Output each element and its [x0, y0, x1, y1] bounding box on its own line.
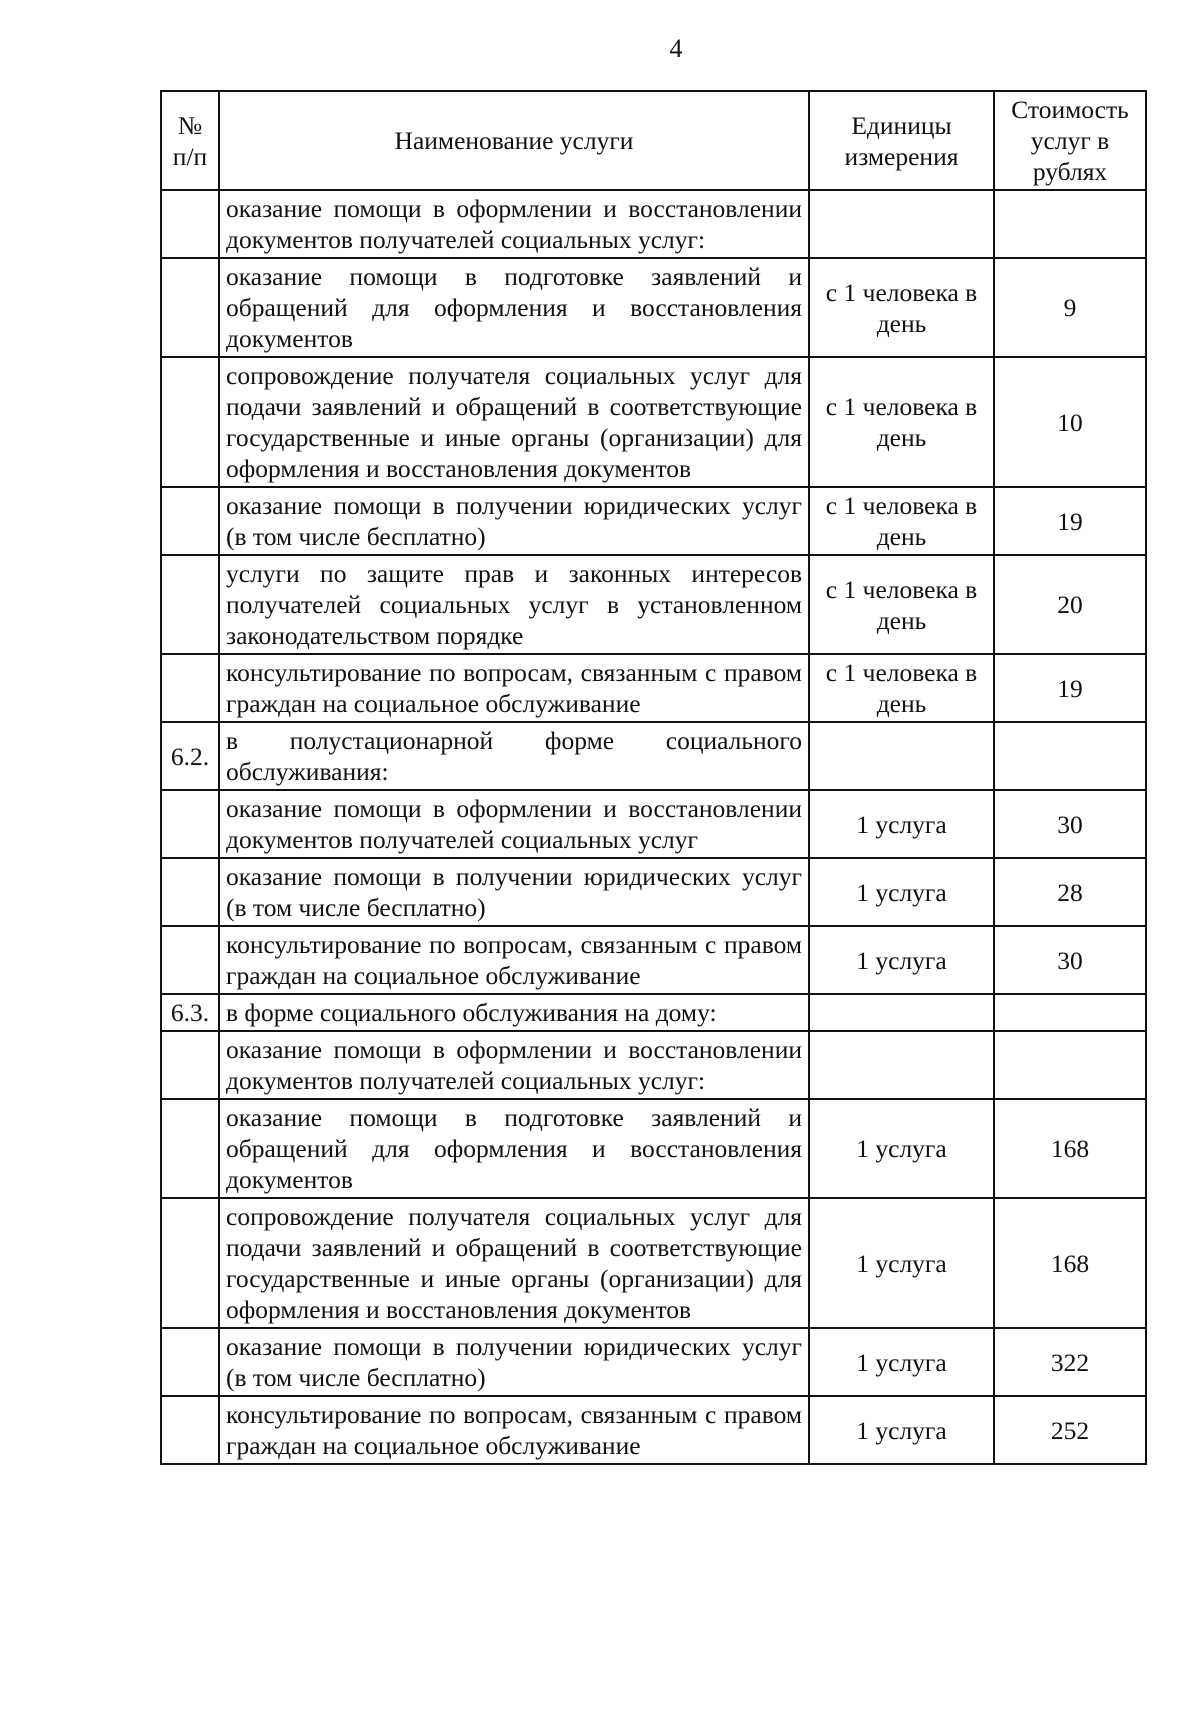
row-num-cell — [161, 357, 219, 487]
row-price-cell: 28 — [994, 858, 1146, 926]
row-service-name-cell: в полустационарной форме социального обслуживания: — [219, 722, 809, 790]
row-unit-cell: с 1 человека в день — [809, 654, 994, 722]
row-num-cell — [161, 1198, 219, 1328]
row-service-name-cell: консультирование по вопросам, связанным с правом граждан на социальное обслуживание — [219, 1396, 809, 1464]
row-price-cell — [994, 1031, 1146, 1099]
row-service-name-cell: оказание помощи в оформлении и восстановлении документов получателей социальных услуг: — [219, 190, 809, 258]
table-row — [161, 357, 1146, 487]
table-row — [161, 994, 1146, 1031]
row-price-cell: 168 — [994, 1099, 1146, 1198]
table-row — [161, 1328, 1146, 1396]
row-price-cell — [994, 190, 1146, 258]
row-service-name-cell: в форме социального обслуживания на дому: — [219, 994, 809, 1031]
table-row — [161, 258, 1146, 357]
row-num-cell — [161, 654, 219, 722]
row-unit-cell — [809, 722, 994, 790]
table-row — [161, 555, 1146, 654]
table-row — [161, 1099, 1146, 1198]
row-price-cell: 30 — [994, 790, 1146, 858]
table-row — [161, 1198, 1146, 1328]
row-service-name-cell: консультирование по вопросам, связанным с правом граждан на социальное обслуживание — [219, 654, 809, 722]
row-price-cell: 168 — [994, 1198, 1146, 1328]
row-service-name-cell: сопровождение получателя социальных услуг для подачи заявлений и обращений в соответствующие государственные и иные органы (организации) для оформления и восстановления документов — [219, 1198, 809, 1328]
row-unit-cell — [809, 994, 994, 1031]
row-unit-cell: с 1 человека в день — [809, 258, 994, 357]
header-price: Стоимость услуг в рублях — [994, 91, 1146, 190]
table-row — [161, 790, 1146, 858]
services-price-table — [160, 90, 1147, 1465]
row-unit-cell: с 1 человека в день — [809, 357, 994, 487]
row-num-cell — [161, 790, 219, 858]
table-row — [161, 858, 1146, 926]
row-num-cell — [161, 1328, 219, 1396]
table-row — [161, 926, 1146, 994]
row-price-cell — [994, 994, 1146, 1031]
table-row — [161, 722, 1146, 790]
row-price-cell: 322 — [994, 1328, 1146, 1396]
row-num-cell — [161, 1099, 219, 1198]
header-num: № п/п — [161, 91, 219, 190]
row-price-cell — [994, 722, 1146, 790]
row-unit-cell: 1 услуга — [809, 1396, 994, 1464]
row-unit-cell: с 1 человека в день — [809, 555, 994, 654]
row-num-cell — [161, 487, 219, 555]
row-num-cell — [161, 926, 219, 994]
row-num-cell — [161, 1396, 219, 1464]
row-unit-cell: 1 услуга — [809, 1328, 994, 1396]
row-service-name-cell: оказание помощи в оформлении и восстановлении документов получателей социальных услуг: — [219, 1031, 809, 1099]
row-service-name-cell: оказание помощи в получении юридических услуг (в том числе бесплатно) — [219, 487, 809, 555]
row-unit-cell — [809, 1031, 994, 1099]
row-num-cell: 6.3. — [161, 994, 219, 1031]
row-num-cell — [161, 258, 219, 357]
row-unit-cell — [809, 190, 994, 258]
row-unit-cell: 1 услуга — [809, 926, 994, 994]
row-service-name-cell: оказание помощи в оформлении и восстановлении документов получателей социальных услуг — [219, 790, 809, 858]
row-unit-cell: с 1 человека в день — [809, 487, 994, 555]
header-unit: Единицы измерения — [809, 91, 994, 190]
row-price-cell: 19 — [994, 654, 1146, 722]
table-row — [161, 1031, 1146, 1099]
row-price-cell: 10 — [994, 357, 1146, 487]
table-row — [161, 1396, 1146, 1464]
row-service-name-cell: консультирование по вопросам, связанным с правом граждан на социальное обслуживание — [219, 926, 809, 994]
row-service-name-cell: оказание помощи в получении юридических услуг (в том числе бесплатно) — [219, 858, 809, 926]
row-unit-cell: 1 услуга — [809, 858, 994, 926]
row-unit-cell: 1 услуга — [809, 1099, 994, 1198]
row-service-name-cell: услуги по защите прав и законных интересов получателей социальных услуг в установленном законодательством порядке — [219, 555, 809, 654]
row-service-name-cell: оказание помощи в получении юридических услуг (в том числе бесплатно) — [219, 1328, 809, 1396]
row-num-cell — [161, 555, 219, 654]
page-number: 4 — [669, 34, 683, 63]
table-row — [161, 190, 1146, 258]
row-price-cell: 252 — [994, 1396, 1146, 1464]
row-price-cell: 9 — [994, 258, 1146, 357]
row-service-name-cell: оказание помощи в подготовке заявлений и обращений для оформления и восстановления документов — [219, 1099, 809, 1198]
row-service-name-cell: оказание помощи в подготовке заявлений и обращений для оформления и восстановления документов — [219, 258, 809, 357]
table-row — [161, 487, 1146, 555]
header-service-name: Наименование услуги — [219, 91, 809, 190]
row-num-cell — [161, 1031, 219, 1099]
row-unit-cell: 1 услуга — [809, 790, 994, 858]
row-price-cell: 20 — [994, 555, 1146, 654]
row-price-cell: 30 — [994, 926, 1146, 994]
row-price-cell: 19 — [994, 487, 1146, 555]
row-unit-cell: 1 услуга — [809, 1198, 994, 1328]
row-num-cell: 6.2. — [161, 722, 219, 790]
row-num-cell — [161, 858, 219, 926]
table-row — [161, 654, 1146, 722]
row-service-name-cell: сопровождение получателя социальных услуг для подачи заявлений и обращений в соответствующие государственные и иные органы (организации) для оформления и восстановления документов — [219, 357, 809, 487]
row-num-cell — [161, 190, 219, 258]
table-header-row — [161, 91, 1146, 190]
